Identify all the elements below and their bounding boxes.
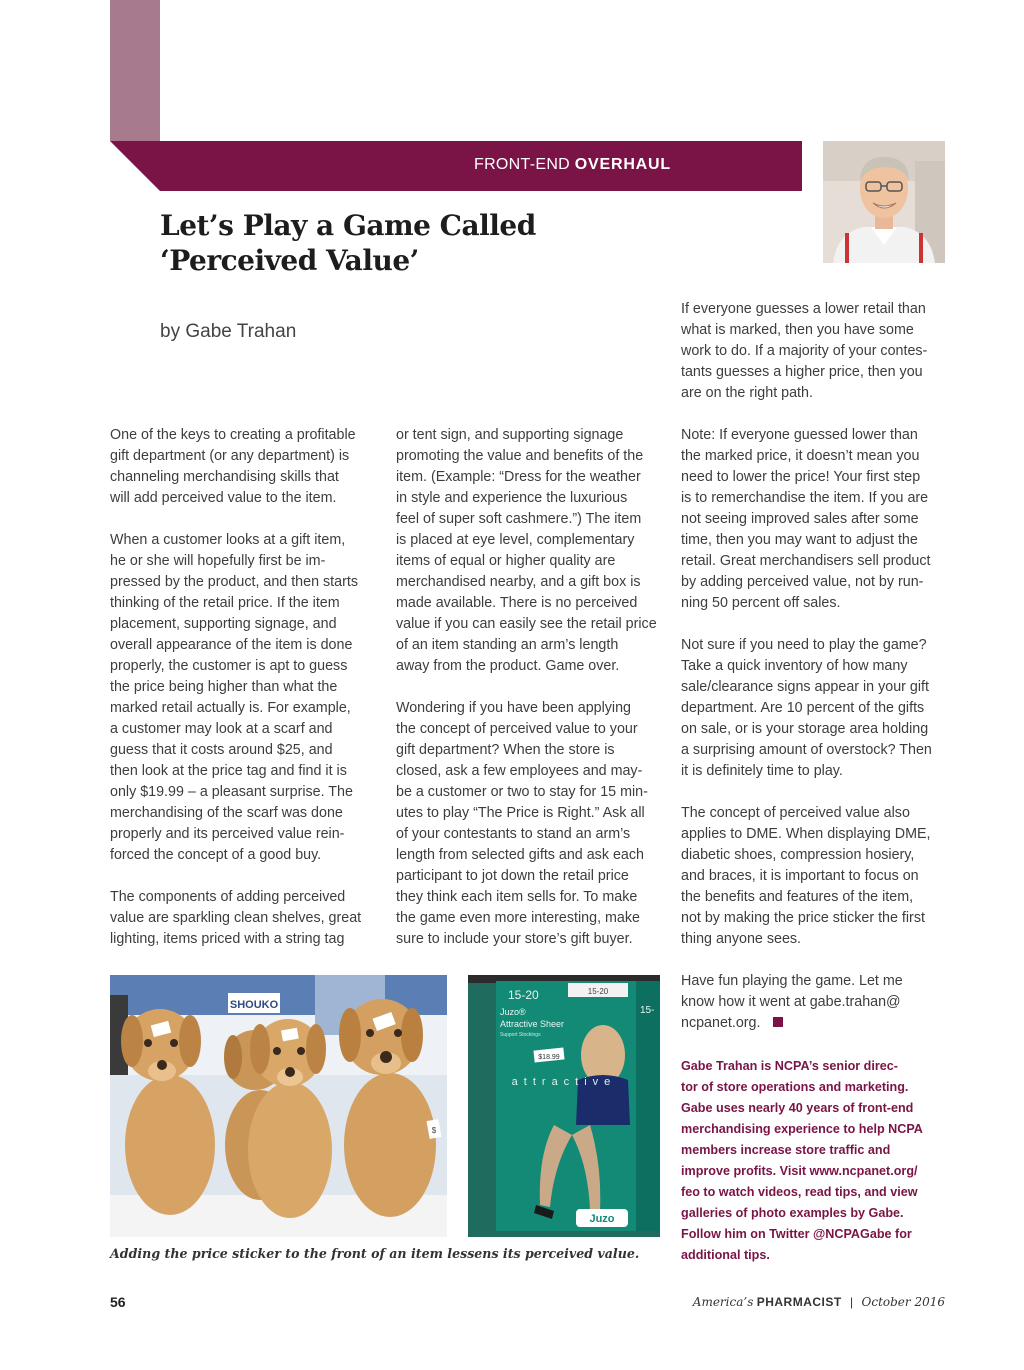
column-left — [110, 425, 380, 950]
text-line: The components of adding perceived — [110, 889, 346, 905]
text-line: lighting, items priced with a string tag — [110, 931, 345, 947]
text-line: diabetic shoes, compression hosiery, — [681, 847, 915, 863]
text-line: the game even more interesting, make — [396, 910, 640, 926]
text-line: utes to play “The Price is Right.” Ask all — [396, 805, 645, 821]
text-line: Follow him on Twitter @NCPAGabe for — [681, 1227, 912, 1241]
text-line: Have fun playing the game. Let me — [681, 973, 903, 989]
publication-footer — [693, 1295, 945, 1309]
issue-date: October 2016 — [861, 1295, 945, 1309]
article-title-line-2: ‘Perceived Value’ — [160, 244, 419, 277]
text-line: made available. There is no perceived — [396, 595, 638, 611]
author-bio — [681, 1056, 951, 1266]
text-line: applies to DME. When displaying DME, — [681, 826, 931, 842]
text-line: it is definitely time to play. — [681, 763, 843, 779]
text-line: forced the concept of a good buy. — [110, 847, 322, 863]
text-line: is to remerchandise the item. If you are — [681, 490, 929, 506]
byline: by Gabe Trahan — [160, 321, 297, 342]
text-line: galleries of photo examples by Gabe. — [681, 1206, 904, 1220]
text-line: what is marked, then you have some — [681, 322, 914, 338]
paragraph-gap — [681, 950, 951, 971]
text-line: in style and experience the luxurious — [396, 490, 628, 506]
paragraph-gap — [396, 677, 666, 698]
text-line: improve profits. Visit www.ncpanet.org/ — [681, 1164, 918, 1178]
text-line: value if you can easily see the retail price — [396, 616, 657, 632]
text-line: the benefits and features of the item, — [681, 889, 914, 905]
text-line: participant to jot down the retail price — [396, 868, 629, 884]
text-line: gift department? When the store is — [396, 742, 615, 758]
text-line: the concept of perceived value to your — [396, 721, 638, 737]
text-line: is placed at eye level, complementary — [396, 532, 635, 548]
text-line: merchandising experience to help NCPA — [681, 1122, 923, 1136]
paragraph-gap — [681, 782, 951, 803]
text-line: properly, the customer is apt to guess — [110, 658, 348, 674]
hosiery-side-label: 15- — [640, 1005, 655, 1016]
shelf-tag-text: 15-20 — [587, 987, 609, 996]
column-right — [681, 425, 951, 1034]
dog-figurine-middle — [248, 1019, 332, 1218]
author-photo — [823, 141, 945, 263]
text-line: marked retail actually is. For example, — [110, 700, 351, 716]
paragraph-gap — [681, 614, 951, 635]
section-header-band — [110, 141, 802, 191]
page-number: 56 — [110, 1294, 126, 1310]
dog-figurine-left — [121, 1009, 215, 1215]
text-line: then look at the price tag and find it is — [110, 763, 347, 779]
publication-bold: PHARMACIST — [756, 1295, 842, 1309]
text-line: merchandised nearby, and a gift box is — [396, 574, 641, 590]
end-of-article-mark — [773, 1017, 783, 1027]
text-line: a customer may look at a scarf and — [110, 721, 333, 737]
text-line: not by making the price sticker the first — [681, 910, 925, 926]
text-line: items of equal or higher quality are — [396, 553, 616, 569]
text-line: Gabe uses nearly 40 years of front-end — [681, 1101, 914, 1115]
article-title-line-1: Let’s Play a Game Called — [160, 209, 536, 242]
text-line: tants guesses a higher price, then you — [681, 364, 923, 380]
publication-italic: America’s — [692, 1295, 754, 1309]
text-line: of an item standing an arm’s length — [396, 637, 619, 653]
text-line: When a customer looks at a gift item, — [110, 532, 346, 548]
text-line: sure to include your store’s gift buyer. — [396, 931, 633, 947]
text-line: members increase store traffic and — [681, 1143, 891, 1157]
text-line: additional tips. — [681, 1248, 770, 1262]
text-line: know how it went at gabe.trahan@ — [681, 994, 901, 1010]
text-line: pressed by the product, and then starts — [110, 574, 358, 590]
dogs-price-tag-text: $ — [431, 1126, 437, 1135]
paragraph-gap — [110, 866, 380, 887]
text-line: and braces, it is important to focus on — [681, 868, 919, 884]
dogs-box-text: SHOUKO — [229, 999, 279, 1011]
hosiery-brand-2: Attractive Sheer — [500, 1019, 565, 1029]
text-line: they think each item sells for. To make — [396, 889, 638, 905]
hosiery-brand-3: Support Stockings — [500, 1032, 541, 1038]
text-line: channeling merchandising skills that — [110, 469, 339, 485]
text-line: Not sure if you need to play the game? — [681, 637, 927, 653]
text-line: Note: If everyone guessed lower than — [681, 427, 918, 443]
text-line: will add perceived value to the item. — [110, 490, 337, 506]
text-line: by adding perceived value, not by run- — [681, 574, 924, 590]
text-line: feel of super soft cashmere.”) The item — [396, 511, 642, 527]
text-line: thinking of the retail price. If the item — [110, 595, 340, 611]
section-label — [474, 156, 671, 174]
column-middle — [396, 425, 666, 950]
text-line: thing anyone sees. — [681, 931, 802, 947]
paragraph-gap — [110, 509, 380, 530]
text-line: placement, supporting signage, and — [110, 616, 337, 632]
text-line: Gabe Trahan is NCPA’s senior direc- — [681, 1059, 898, 1073]
text-line: ncpanet.org. — [681, 1013, 951, 1034]
text-line: properly and its perceived value rein- — [110, 826, 345, 842]
dog-figurines-illustration — [110, 975, 447, 1237]
text-line: Wondering if you have been applying — [396, 700, 632, 716]
text-line: One of the keys to creating a profitable — [110, 427, 356, 443]
text-line: need to lower the price! Your first step — [681, 469, 921, 485]
text-line: value are sparkling clean shelves, great — [110, 910, 362, 926]
text-line: feo to watch videos, read tips, and view — [681, 1185, 918, 1199]
hosiery-logo: Juzo — [589, 1213, 615, 1225]
footer-separator: | — [850, 1295, 854, 1309]
author-portrait-illustration — [823, 141, 945, 263]
text-line: not seeing improved sales after some — [681, 511, 919, 527]
text-line: the price being higher than what the — [110, 679, 338, 695]
text-line: department. Are 10 percent of the gifts — [681, 700, 925, 716]
text-line: guess that it costs around $25, and — [110, 742, 333, 758]
text-line: of your contestants to stand an arm’s — [396, 826, 631, 842]
article-title — [160, 208, 680, 278]
text-line: only $19.99 – a pleasant surprise. The — [110, 784, 353, 800]
hosiery-brand-1: Juzo® — [500, 1007, 526, 1017]
text-line: gift department (or any department) is — [110, 448, 350, 464]
hosiery-word: attractive — [511, 1076, 617, 1088]
photo-hosiery-box — [468, 975, 660, 1237]
decorative-mauve-tab — [110, 0, 160, 141]
text-line: item. (Example: “Dress for the weather — [396, 469, 641, 485]
text-line: or tent sign, and supporting signage — [396, 427, 624, 443]
text-line: retail. Great merchandisers sell product — [681, 553, 931, 569]
text-line: tor of store operations and marketing. — [681, 1080, 909, 1094]
text-line: away from the product. Game over. — [396, 658, 620, 674]
section-label-light: FRONT-END — [474, 156, 571, 173]
text-line: he or she will hopefully first be im- — [110, 553, 326, 569]
text-line: a surprising amount of overstock? Then — [681, 742, 932, 758]
text-line: the marked price, it doesn’t mean you — [681, 448, 920, 464]
text-line: ning 50 percent off sales. — [681, 595, 841, 611]
text-line: sale/clearance signs appear in your gift — [681, 679, 929, 695]
text-line: If everyone guesses a lower retail than — [681, 301, 926, 317]
column-right-top — [681, 299, 951, 404]
text-line: on sale, or is your storage area holding — [681, 721, 929, 737]
text-line: The concept of perceived value also — [681, 805, 910, 821]
hosiery-size-label: 15-20 — [508, 988, 539, 1002]
text-line: Take a quick inventory of how many — [681, 658, 908, 674]
hosiery-box-illustration — [468, 975, 660, 1237]
hosiery-price-tag: $18.99 — [538, 1054, 560, 1061]
text-line: length from selected gifts and ask each — [396, 847, 644, 863]
section-label-bold: OVERHAUL — [574, 156, 671, 173]
text-line: overall appearance of the item is done — [110, 637, 353, 653]
photo-caption: Adding the price sticker to the front of an item lessens its perceived value. — [110, 1246, 640, 1261]
photo-dog-figurines — [110, 975, 447, 1237]
text-line: closed, ask a few employees and may- — [396, 763, 643, 779]
text-line: time, then you may want to adjust the — [681, 532, 918, 548]
text-line: promoting the value and benefits of the — [396, 448, 644, 464]
text-line: merchandising of the scarf was done — [110, 805, 343, 821]
text-line: are on the right path. — [681, 385, 813, 401]
text-line: work to do. If a majority of your contes- — [681, 343, 928, 359]
text-line: be a customer or two to stay for 15 min- — [396, 784, 648, 800]
